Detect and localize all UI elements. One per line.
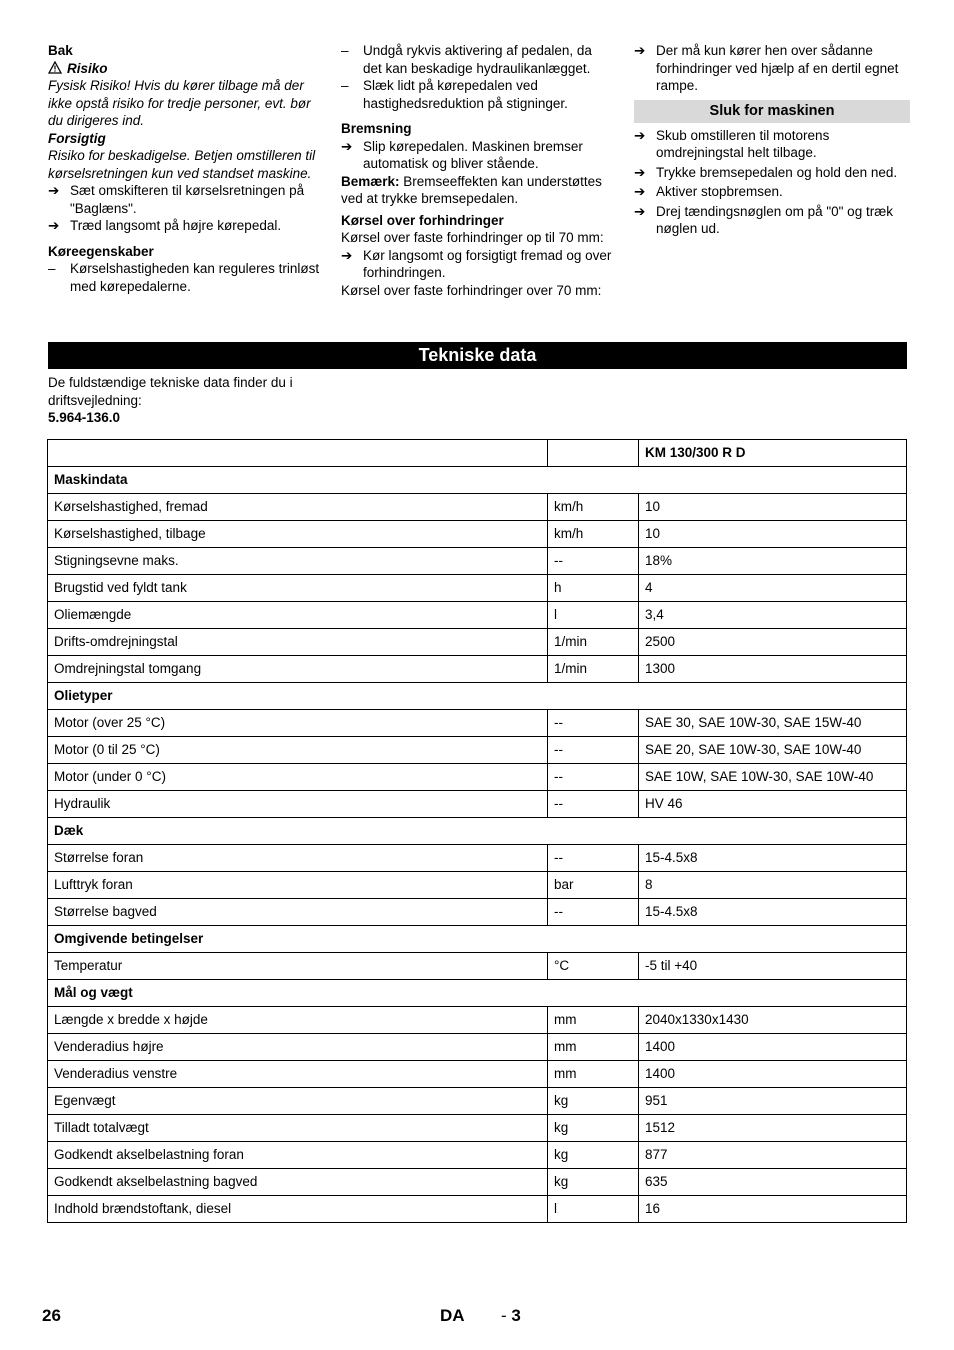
arrow-right-icon: ➔ [341, 247, 353, 263]
group-label-cell: Omgivende betingelser [48, 926, 907, 953]
table-group-row [48, 683, 907, 710]
footer-sub-page [501, 1307, 521, 1325]
unit-cell: kg [548, 1115, 639, 1142]
dash-text: Kørselshastigheden kan reguleres trinløst med kørepedalerne. [70, 261, 320, 294]
header-label-cell [48, 440, 548, 467]
unit-cell: l [548, 1196, 639, 1223]
table-row [48, 899, 907, 926]
bremsning-heading: Bremsning [341, 121, 412, 136]
label-cell: Motor (0 til 25 °C) [48, 737, 548, 764]
value-cell: 15-4.5x8 [639, 899, 907, 926]
unit-cell: mm [548, 1061, 639, 1088]
table-row [48, 953, 907, 980]
koreegenskaber-heading: Køreegenskaber [48, 243, 154, 259]
unit-cell: h [548, 575, 639, 602]
header-unit-cell [548, 440, 639, 467]
table-row [48, 1142, 907, 1169]
forhindringer-text-2: Kørsel over faste forhindringer over 70 mm: [341, 282, 602, 298]
value-cell: 3,4 [639, 602, 907, 629]
dash-item [341, 77, 613, 112]
risiko-label: Risiko [67, 60, 108, 76]
group-label-cell: Dæk [48, 818, 907, 845]
label-cell: Drifts-omdrejningstal [48, 629, 548, 656]
value-cell: 16 [639, 1196, 907, 1223]
label-cell: Indhold brændstoftank, diesel [48, 1196, 548, 1223]
label-cell: Størrelse bagved [48, 899, 548, 926]
step-text: Kør langsomt og forsigtigt fremad og over forhindringen. [363, 247, 612, 280]
step-text: Der må kun kører hen over sådanne forhindringer ved hjælp af en dertil egnet rampe. [656, 43, 899, 93]
value-cell: 2500 [639, 629, 907, 656]
unit-cell: 1/min [548, 656, 639, 683]
step-item [48, 182, 320, 217]
unit-cell: kg [548, 1169, 639, 1196]
forhindringer-heading: Kørsel over forhindringer [341, 212, 504, 228]
step-item [634, 164, 910, 182]
section-title-bar: Tekniske data [48, 342, 907, 369]
value-cell: 8 [639, 872, 907, 899]
table-row [48, 575, 907, 602]
label-cell: Kørselshastighed, tilbage [48, 521, 548, 548]
arrow-right-icon: ➔ [634, 164, 646, 180]
table-row [48, 602, 907, 629]
label-cell: Egenvægt [48, 1088, 548, 1115]
group-label-cell: Maskindata [48, 467, 907, 494]
table-row [48, 1196, 907, 1223]
value-cell: 877 [639, 1142, 907, 1169]
value-cell: -5 til +40 [639, 953, 907, 980]
forsigtig-text: Risiko for beskadigelse. Betjen omstilleren til kørselsretningen kun ved standset maskine. [48, 148, 316, 181]
label-cell: Godkendt akselbelastning foran [48, 1142, 548, 1169]
value-cell: 1400 [639, 1034, 907, 1061]
unit-cell: -- [548, 710, 639, 737]
unit-cell: -- [548, 845, 639, 872]
table-row [48, 1169, 907, 1196]
label-cell: Oliemængde [48, 602, 548, 629]
table-row [48, 1061, 907, 1088]
unit-cell: l [548, 602, 639, 629]
part-number: 5.964-136.0 [48, 410, 121, 425]
sluk-heading-bar: Sluk for maskinen [634, 100, 910, 123]
step-text: Sæt omskifteren til kørselsretningen på "Baglæns". [70, 183, 305, 216]
table-group-row [48, 818, 907, 845]
table-row [48, 1115, 907, 1142]
arrow-right-icon: ➔ [634, 43, 646, 58]
dash-item [48, 260, 320, 295]
table-row [48, 1034, 907, 1061]
table-row [48, 791, 907, 818]
table-row [48, 845, 907, 872]
unit-cell: -- [548, 899, 639, 926]
step-text: Træd langsomt på højre kørepedal. [70, 218, 282, 233]
dash-text: Undgå rykvis aktivering af pedalen, da det kan beskadige hydraulikanlægget. [363, 43, 592, 76]
step-text: Skub omstilleren til motorens omdrejningstal helt tilbage. [656, 127, 830, 160]
unit-cell: mm [548, 1034, 639, 1061]
arrow-right-icon: ➔ [48, 183, 60, 198]
warning-triangle-icon [48, 61, 62, 74]
forhindringer-text-1: Kørsel over faste forhindringer op til 70 mm: [341, 230, 604, 245]
arrow-right-icon: ➔ [634, 184, 646, 199]
group-label-cell: Mål og vægt [48, 980, 907, 1007]
table-row [48, 1088, 907, 1115]
dash-marker: – [341, 78, 349, 93]
value-cell: 2040x1330x1430 [639, 1007, 907, 1034]
table-row [48, 710, 907, 737]
unit-cell: 1/min [548, 629, 639, 656]
table-row [48, 494, 907, 521]
step-item [341, 138, 613, 173]
table-row [48, 656, 907, 683]
value-cell: HV 46 [639, 791, 907, 818]
step-item [634, 203, 910, 238]
dash-marker: – [48, 261, 56, 276]
label-cell: Lufttryk foran [48, 872, 548, 899]
label-cell: Størrelse foran [48, 845, 548, 872]
label-cell: Omdrejningstal tomgang [48, 656, 548, 683]
value-cell: 951 [639, 1088, 907, 1115]
column-left [48, 42, 320, 295]
table-row [48, 764, 907, 791]
arrow-right-icon: ➔ [341, 138, 353, 154]
label-cell: Stigningsevne maks. [48, 548, 548, 575]
unit-cell: -- [548, 791, 639, 818]
table-row [48, 629, 907, 656]
bemaerk-note [341, 173, 613, 208]
table-row [48, 737, 907, 764]
footer-page-number: 26 [42, 1306, 61, 1325]
unit-cell: -- [548, 764, 639, 791]
step-item [634, 42, 910, 95]
dash-item [341, 42, 613, 77]
unit-cell: bar [548, 872, 639, 899]
unit-cell: °C [548, 953, 639, 980]
table-row [48, 548, 907, 575]
label-cell: Motor (over 25 °C) [48, 710, 548, 737]
arrow-right-icon: ➔ [634, 203, 646, 219]
label-cell: Hydraulik [48, 791, 548, 818]
value-cell: SAE 30, SAE 10W-30, SAE 15W-40 [639, 710, 907, 737]
step-item [634, 127, 910, 162]
table-row [48, 521, 907, 548]
value-cell: 15-4.5x8 [639, 845, 907, 872]
unit-cell: km/h [548, 494, 639, 521]
tech-data-table [47, 439, 907, 1223]
step-item [634, 183, 910, 201]
risiko-text: Fysisk Risiko! Hvis du kører tilbage må der ikke opstå risiko for tredje personer, evt. bør du dirigeres ind. [48, 78, 311, 128]
unit-cell: -- [548, 737, 639, 764]
step-text: Drej tændingsnøglen om på "0" og træk nøglen ud. [656, 203, 893, 236]
header-model-cell: KM 130/300 R D [639, 440, 907, 467]
forsigtig-label: Forsigtig [48, 130, 106, 146]
table-row [48, 1007, 907, 1034]
heading-bak: Bak [48, 43, 73, 58]
label-cell: Kørselshastighed, fremad [48, 494, 548, 521]
label-cell: Temperatur [48, 953, 548, 980]
value-cell: SAE 10W, SAE 10W-30, SAE 10W-40 [639, 764, 907, 791]
value-cell: 18% [639, 548, 907, 575]
table-row [48, 872, 907, 899]
unit-cell: kg [548, 1142, 639, 1169]
label-cell: Godkendt akselbelastning bagved [48, 1169, 548, 1196]
value-cell: 1512 [639, 1115, 907, 1142]
label-cell: Tilladt totalvægt [48, 1115, 548, 1142]
bemaerk-text: Bremseeffekten kan understøttes ved at trykke bremsepedalen. [341, 173, 602, 206]
table-header-row [48, 440, 907, 467]
step-text: Trykke bremsepedalen og hold den ned. [656, 164, 898, 180]
step-text: Slip kørepedalen. Maskinen bremser automatisk og bliver stående. [363, 138, 583, 171]
bemaerk-label: Bemærk: [341, 173, 400, 189]
label-cell: Længde x bredde x højde [48, 1007, 548, 1034]
unit-cell: km/h [548, 521, 639, 548]
step-item [341, 247, 613, 282]
risiko-heading [48, 60, 320, 78]
value-cell: 10 [639, 521, 907, 548]
table-group-row [48, 926, 907, 953]
label-cell: Brugstid ved fyldt tank [48, 575, 548, 602]
unit-cell: kg [548, 1088, 639, 1115]
value-cell: 4 [639, 575, 907, 602]
value-cell: 1300 [639, 656, 907, 683]
table-group-row [48, 467, 907, 494]
footer-language: DA [440, 1306, 465, 1325]
unit-cell: -- [548, 548, 639, 575]
table-group-row [48, 980, 907, 1007]
label-cell: Venderadius højre [48, 1034, 548, 1061]
unit-cell: mm [548, 1007, 639, 1034]
label-cell: Motor (under 0 °C) [48, 764, 548, 791]
label-cell: Venderadius venstre [48, 1061, 548, 1088]
value-cell: SAE 20, SAE 10W-30, SAE 10W-40 [639, 737, 907, 764]
dash-marker: – [341, 43, 349, 58]
column-right [634, 42, 910, 238]
dash-text: Slæk lidt på kørepedalen ved hastighedsreduktion på stigninger. [363, 78, 568, 111]
intro-text: De fuldstændige tekniske data finder du i driftsvejledning: [48, 375, 293, 408]
arrow-right-icon: ➔ [634, 127, 646, 143]
footer-sub-number: 3 [511, 1306, 521, 1325]
value-cell: 10 [639, 494, 907, 521]
intro-block [48, 374, 348, 427]
footer-dash: - [501, 1306, 507, 1325]
group-label-cell: Olietyper [48, 683, 907, 710]
step-item [48, 217, 320, 235]
value-cell: 1400 [639, 1061, 907, 1088]
step-text: Aktiver stopbremsen. [656, 184, 783, 199]
column-middle [341, 42, 613, 299]
value-cell: 635 [639, 1169, 907, 1196]
arrow-right-icon: ➔ [48, 218, 60, 233]
